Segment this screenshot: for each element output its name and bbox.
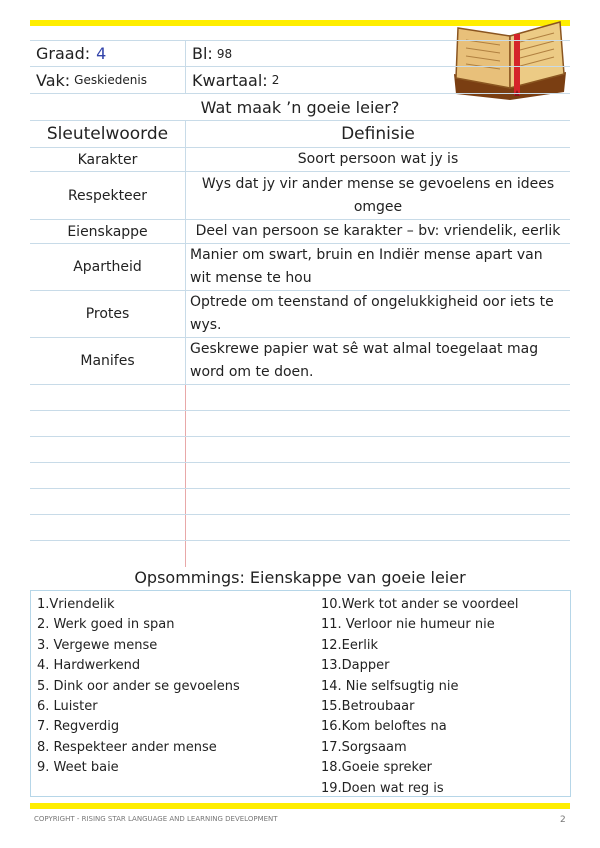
list-item: 16.Kom beloftes na [321, 719, 447, 735]
page-number: 2 [560, 815, 566, 825]
summary-right-column [321, 595, 518, 799]
term-label: Kwartaal: [192, 70, 268, 90]
table-row [30, 291, 570, 338]
page-label: Bl: [192, 44, 213, 63]
list-item: 19.Doen wat reg is [321, 780, 444, 796]
list-item: 17.Sorgsaam [321, 739, 407, 755]
empty-row [30, 489, 570, 515]
keyword-cell: Protes [30, 291, 186, 337]
list-item: 13.Dapper [321, 658, 390, 674]
list-item: 9. Weet baie [37, 760, 119, 776]
term-value: 2 [271, 73, 280, 87]
summary-box [30, 590, 571, 797]
list-item: 14. Nie selfsugtig nie [321, 678, 459, 694]
summary-left-column [37, 595, 240, 779]
list-item: 12.Eerlik [321, 637, 378, 653]
empty-row [30, 437, 570, 463]
question-row [30, 94, 570, 121]
empty-row [30, 515, 570, 541]
table-row [30, 338, 570, 385]
keyword-cell: Respekteer [30, 172, 186, 219]
question-title: Wat maak ’n goeie leier? [200, 98, 400, 117]
worksheet-table [30, 40, 570, 567]
list-item: 2. Werk goed in span [37, 617, 175, 633]
keywords-heading: Sleutelwoorde [30, 121, 186, 147]
list-item: 10.Werk tot ander se voordeel [321, 597, 519, 612]
list-item: 6. Luister [37, 698, 98, 714]
grade-label: Graad: [36, 44, 91, 63]
header-row-2 [30, 67, 570, 94]
list-item: 1.Vriendelik [37, 597, 115, 612]
list-item: 18.Goeie spreker [321, 760, 432, 776]
copyright-text: COPYRIGHT - RISING STAR LANGUAGE AND LEARNING DEVELOPMENT [34, 815, 278, 823]
list-item: 5. Dink oor ander se gevoelens [37, 678, 240, 694]
keyword-cell: Karakter [30, 148, 186, 171]
summary-title: Opsommings: Eienskappe van goeie leier [134, 568, 466, 587]
column-header-row [30, 121, 570, 148]
definition-heading: Definisie [341, 124, 415, 144]
list-item: 8. Respekteer ander mense [37, 739, 217, 755]
empty-row [30, 385, 570, 411]
definition-cell: Optrede om teenstand of ongelukkigheid oor iets te wys. [190, 294, 554, 333]
bottom-yellow-bar [30, 803, 570, 809]
list-item: 7. Regverdig [37, 719, 120, 735]
definition-cell: Deel van persoon se karakter – bv: vriendelik, eerlik [195, 223, 561, 239]
table-row [30, 148, 570, 172]
subject-label: Vak: [36, 70, 71, 90]
definition-cell: Geskrewe papier wat sê wat almal toegelaat mag word om te doen. [190, 341, 539, 380]
empty-row [30, 463, 570, 489]
definition-cell: Soort persoon wat jy is [297, 151, 459, 167]
page-value: 98 [216, 46, 233, 61]
empty-row [30, 411, 570, 437]
subject-value: Geskiedenis [74, 73, 147, 87]
definition-cell: Manier om swart, bruin en Indiër mense apart van wit mense te hou [190, 247, 543, 286]
definition-cell: Wys dat jy vir ander mense se gevoelens en idees omgee [201, 175, 555, 215]
keyword-cell: Eienskappe [30, 220, 186, 243]
list-item: 15.Betroubaar [321, 698, 415, 714]
keyword-cell: Apartheid [30, 244, 186, 290]
keyword-cell: Manifes [30, 338, 186, 384]
empty-row [30, 541, 570, 567]
table-row [30, 244, 570, 291]
list-item: 11. Verloor nie humeur nie [321, 617, 495, 633]
list-item: 4. Hardwerkend [37, 658, 141, 674]
list-item: 3. Vergewe mense [37, 637, 158, 653]
grade-value: 4 [96, 44, 107, 63]
table-row [30, 172, 570, 220]
table-row [30, 220, 570, 244]
header-row-1 [30, 40, 570, 67]
